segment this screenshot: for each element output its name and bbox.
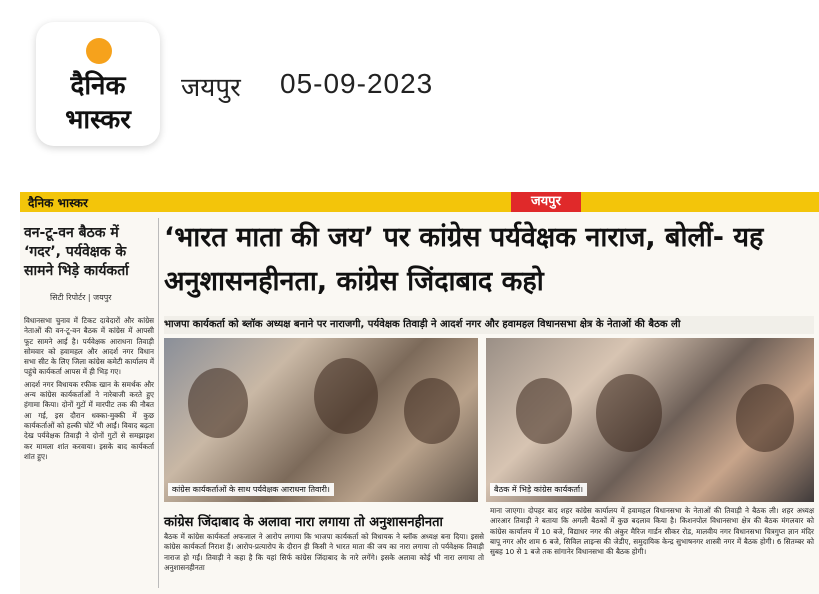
photo-observer-with-workers <box>164 338 478 502</box>
photo-workers-clash <box>486 338 814 502</box>
left-story-body <box>24 316 154 464</box>
left-story-para: आदर्श नगर विधायक रफीक खान के समर्थक और अन्य कांग्रेस कार्यकर्ताओं ने नारेबाजी करते हुए हंगामा किया। दोनों गुटों में मारपीट तक की नौबत आ गई, इस दौरान धक्का-मुक्की में कुछ कार्यकर्ताओं को हल्की चोटें भी आईं। विवाद बढ़ता देख पर्यवेक्षक तिवाड़ी ने दोनों गुटों से समझाइश कर मामला शांत करवाया। इसके बाद कार्यकर्ता शांत हुए। <box>24 379 154 461</box>
logo-text-line2: भास्कर <box>65 105 131 135</box>
person-figure <box>404 378 460 444</box>
sub-headline: कांग्रेस जिंदाबाद के अलावा नारा लगाया तो अनुशासनहीनता <box>164 515 443 530</box>
page-brand: दैनिक भास्कर <box>28 196 88 210</box>
newspaper-clipping <box>20 192 819 594</box>
main-headline: ‘भारत माता की जय’ पर कांग्रेस पर्यवेक्षक नाराज, बोलीं- यह अनुशासनहीनता, कांग्रेस जिंदाबाद कहो <box>164 222 764 297</box>
main-story-body-1: बैठक में कांग्रेस कार्यकर्ता अफजाल ने आरोप लगाया कि भाजपा कार्यकर्ता को विधायक ने ब्लॉक अध्यक्ष बना दिया। इससे कांग्रेस कार्यकर्ता निराश हैं। आरोप-प्रत्यारोप के दौरान ही किसी ने भारत माता की जय का नारा लगाया तो पर्यवेक्षक तिवाड़ी नाराज हो गईं। तिवाड़ी ने कहा है कि यहां सिर्फ कांग्रेस जिंदाबाद के नारे लगेंगे। इसके अलावा कोई भी नारा लगाया तो अनुशासनहीनता <box>164 532 484 572</box>
dainik-bhaskar-logo <box>36 22 160 146</box>
photo-caption: बैठक में भिड़े कांग्रेस कार्यकर्ता। <box>490 483 587 496</box>
person-figure <box>516 378 572 444</box>
main-subhead: भाजपा कार्यकर्ता को ब्लॉक अध्यक्ष बनाने पर नाराजगी, पर्यवेक्षक तिवाड़ी ने आदर्श नगर और हवामहल विधानसभा क्षेत्र के नेताओं की बैठक ली <box>164 316 814 334</box>
person-figure <box>188 368 248 438</box>
left-story-byline: सिटी रिपोर्टर | जयपुर <box>50 293 112 302</box>
page-header-bar <box>20 192 819 212</box>
person-figure <box>596 374 662 452</box>
sun-icon <box>86 38 112 64</box>
page-city-tag: जयपुर <box>511 192 581 212</box>
main-story-body-2: माना जाएगा। दोपहर बाद शहर कांग्रेस कार्यालय में हवामहल विधानसभा के नेताओं की तिवाड़ी ने बैठक ली। शहर अध्यक्ष आरआर तिवाड़ी ने बताया कि अगली बैठकों में कुछ बदलाव किया है। किशनपोल विधानसभा क्षेत्र की बैठक मंगलवार को कांग्रेस कार्यालय में 10 बजे, विद्याधर नगर की अंकुर मैरिज गार्डन सीकर रोड, मालवीय नगर विधानसभा चित्रगुप्त ज्ञान मंदिर बापू नगर और शाम 6 बजे, सिविल लाइन्स की जेडीए, समुदायिक केन्द्र सुभाषनगर शास्त्री नगर में बैठक होगी। 6 सितम्बर को सुबह 10 से 1 बजे तक सांगानेर विधानसभा की बैठक होगी। <box>490 506 814 557</box>
left-story-para: विधानसभा चुनाव में टिकट दावेदारों और कांग्रेस नेताओं की वन-टू-वन बैठक में कांग्रेस में आपसी फूट सामने आई है। पर्यवेक्षक आराधना तिवाड़ी सोमवार को हवामहल और आदर्श नगर विधान सभा सीट के लिए जिला कांग्रेस कमेटी कार्यालय में पहुंचे कार्यकर्ता आपस में ही भिड़ गए। <box>24 316 154 377</box>
edition-city: जयपुर <box>181 73 241 103</box>
edition-date: 05-09-2023 <box>280 68 434 99</box>
photo-caption: कांग्रेस कार्यकर्ताओं के साथ पर्यवेक्षक आराधना तिवारी। <box>168 483 334 496</box>
column-divider <box>158 218 159 588</box>
person-figure <box>314 358 378 434</box>
person-figure <box>736 384 794 452</box>
left-story-headline: वन-टू-वन बैठक में ‘गदर’, पर्यवेक्षक के सामने भिड़े कार्यकर्ता <box>24 225 129 279</box>
logo-text-line1: दैनिक <box>70 71 126 101</box>
